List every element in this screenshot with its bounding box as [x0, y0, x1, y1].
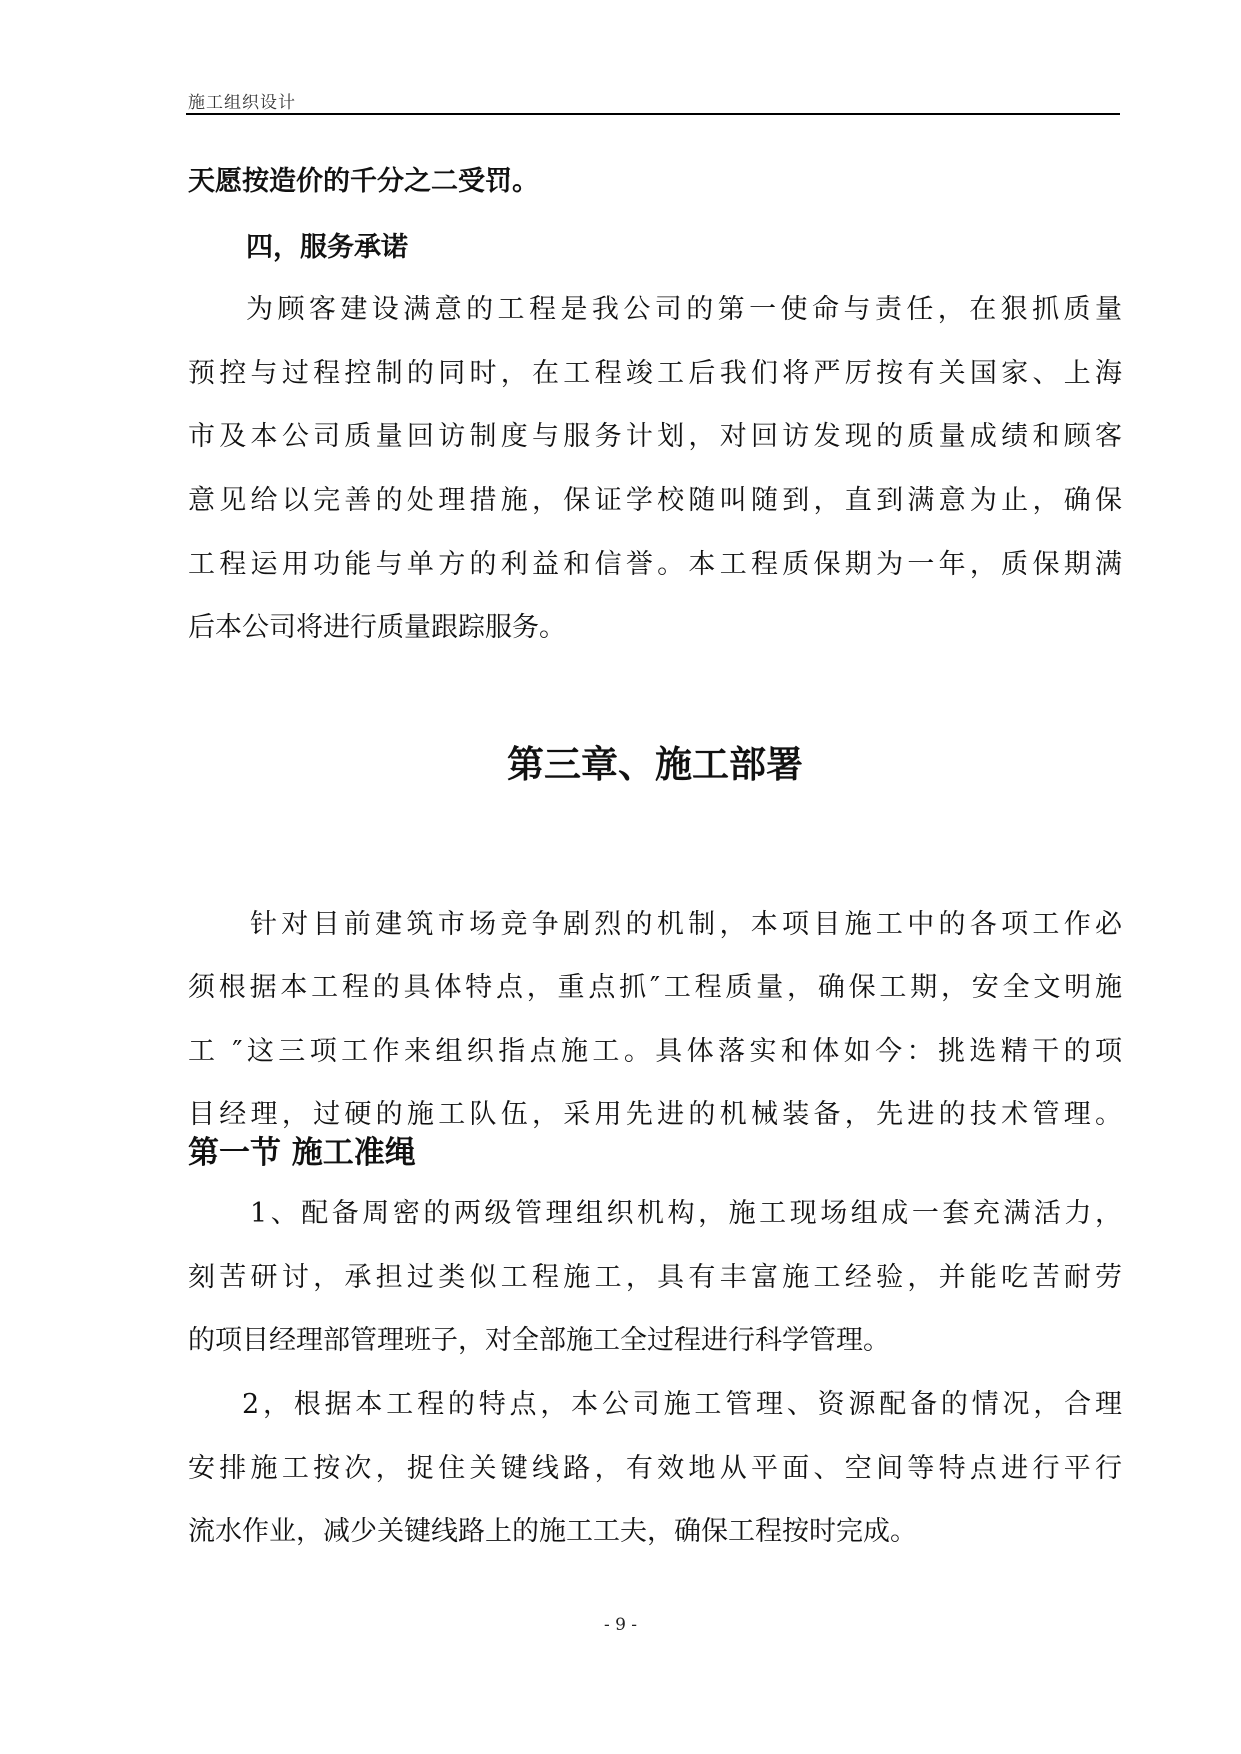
section-title: 第一节 施工准绳	[188, 1135, 416, 1171]
paragraph-line: 工 ″这三项工作来组织指点施工。具体落实和体如今：挑选精干的项	[188, 1036, 1122, 1067]
paragraph-line: 目经理，过硬的施工队伍，采用先进的机械装备，先进的技术管理。	[188, 1099, 1122, 1130]
paragraph-line: 预控与过程控制的同时，在工程竣工后我们将严厉按有关国家、上海	[188, 358, 1122, 389]
paragraph-line: 须根据本工程的具体特点，重点抓″工程质量，确保工期，安全文明施	[188, 972, 1122, 1003]
paragraph-line: 2，根据本工程的特点，本公司施工管理、资源配备的情况，合理	[242, 1389, 1122, 1420]
paragraph-line: 刻苦研讨，承担过类似工程施工，具有丰富施工经验，并能吃苦耐劳	[188, 1262, 1122, 1293]
paragraph-line: 工程运用功能与单方的利益和信誉。本工程质保期为一年，质保期满	[188, 549, 1122, 580]
paragraph-line: 为顾客建设满意的工程是我公司的第一使命与责任，在狠抓质量	[246, 294, 1122, 325]
paragraph-line: 安排施工按次，捉住关键线路，有效地从平面、空间等特点进行平行	[188, 1453, 1122, 1484]
chapter-title: 第三章、施工部署	[507, 743, 803, 786]
header-divider	[186, 113, 1120, 115]
paragraph-line: 1、配备周密的两级管理组织机构，施工现场组成一套充满活力，	[250, 1198, 1122, 1229]
page-number: - 9 -	[603, 1615, 638, 1635]
subheading-service-commitment: 四，服务承诺	[246, 232, 408, 263]
paragraph-line: 针对目前建筑市场竞争剧烈的机制，本项目施工中的各项工作必	[250, 909, 1122, 940]
paragraph-line: 后本公司将进行质量跟踪服务。	[188, 612, 566, 643]
continuation-line: 天愿按造价的千分之二受罚。	[188, 166, 539, 197]
paragraph-line: 市及本公司质量回访制度与服务计划，对回访发现的质量成绩和顾客	[188, 421, 1122, 452]
header-title: 施工组织设计	[188, 93, 296, 113]
paragraph-line: 的项目经理部管理班子，对全部施工全过程进行科学管理。	[188, 1325, 890, 1356]
paragraph-line: 流水作业，减少关键线路上的施工工夫，确保工程按时完成。	[188, 1516, 917, 1547]
paragraph-line: 意见给以完善的处理措施，保证学校随叫随到，直到满意为止，确保	[188, 485, 1122, 516]
